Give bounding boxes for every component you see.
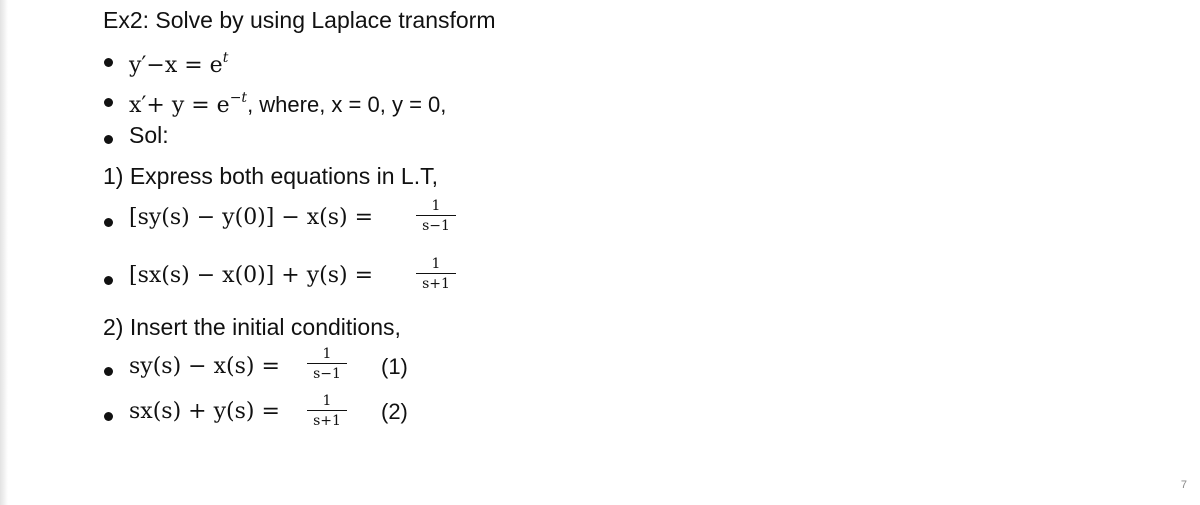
bullet: [104, 218, 113, 227]
fraction-denominator: s+1: [422, 276, 450, 292]
system-equation-2-lhs: x′+ y = e: [129, 93, 230, 118]
bullet: [104, 135, 113, 144]
equation-tag-1: (1): [381, 354, 408, 379]
bullet: [104, 367, 113, 376]
system-equation-1-exponent: t: [222, 50, 229, 66]
page-number: 7: [1180, 479, 1187, 491]
step-1-equation-1-fraction: [416, 198, 456, 234]
fraction-bar: [307, 410, 347, 411]
bullet: [104, 412, 113, 421]
step-1-equation-1-lhs: [sy(s) − y(0)] − x(s) =: [129, 205, 374, 230]
fraction-numerator: 1: [322, 393, 332, 409]
step-2-equation-1-fraction: [307, 346, 347, 382]
step-1-equation-2-lhs: [sx(s) − x(0)] + y(s) =: [129, 263, 374, 288]
step-2-equation-1-lhs: sy(s) − x(s) =: [129, 354, 280, 379]
fraction-denominator: s−1: [313, 366, 341, 382]
step-2-heading: 2) Insert the initial conditions,: [103, 314, 401, 340]
fraction-numerator: 1: [431, 198, 441, 214]
step-2-equation-2-lhs: sx(s) + y(s) =: [129, 399, 280, 424]
equation-tag-2: (2): [381, 399, 408, 424]
bullet: [104, 98, 113, 107]
bullet: [104, 58, 113, 67]
step-1-heading: 1) Express both equations in L.T,: [103, 163, 438, 189]
system-equation-2: [129, 84, 446, 120]
slide-title: Ex2: Solve by using Laplace transform: [103, 7, 496, 33]
fraction-numerator: 1: [431, 256, 441, 272]
system-equation-2-tail: , where, x = 0, y = 0,: [247, 92, 447, 117]
system-equation-2-exponent: −t: [229, 90, 248, 106]
fraction-denominator: s+1: [313, 413, 341, 429]
solution-label: Sol:: [129, 122, 169, 148]
step-2-equation-2-fraction: [307, 393, 347, 429]
fraction-bar: [416, 273, 456, 274]
fraction-bar: [307, 363, 347, 364]
fraction-bar: [416, 215, 456, 216]
bullet: [104, 276, 113, 285]
system-equation-1: [129, 44, 228, 80]
step-1-equation-2-fraction: [416, 256, 456, 292]
fraction-denominator: s−1: [422, 218, 450, 234]
system-equation-1-lhs: y′−x = e: [129, 53, 223, 78]
fraction-numerator: 1: [322, 346, 332, 362]
